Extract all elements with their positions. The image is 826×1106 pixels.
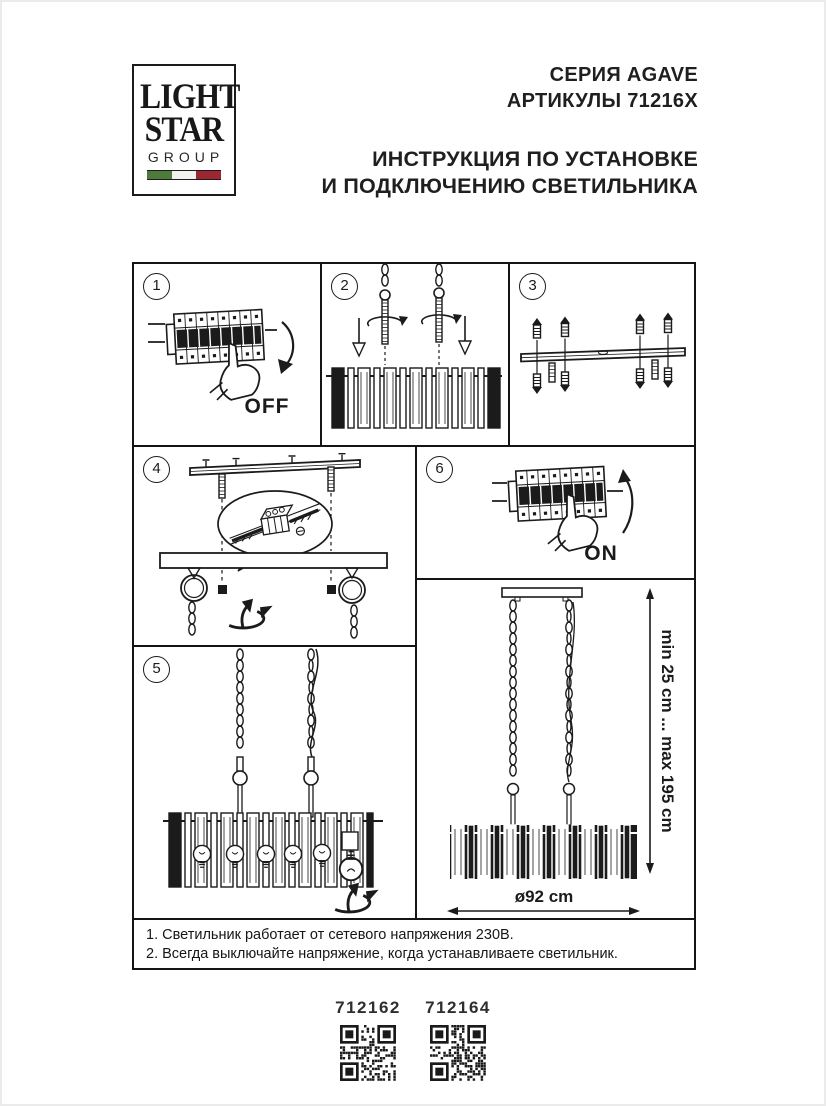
arrow-up-icon bbox=[623, 478, 632, 533]
instruction-title-line2: И ПОДКЛЮЧЕНИЮ СВЕТИЛЬНИКА bbox=[321, 174, 698, 198]
chandelier-drum-icon bbox=[326, 368, 502, 428]
chain-icon bbox=[237, 649, 243, 748]
height-range-label: min 25 cm ... max 195 cm bbox=[658, 629, 677, 833]
chain-icon bbox=[189, 602, 195, 635]
note-line-1: 1. Светильник работает от сетевого напряжения 230В. bbox=[146, 927, 514, 943]
ceiling-plate-icon bbox=[502, 588, 582, 597]
logo-text-star: STAR bbox=[144, 109, 224, 149]
lamp-socket-icon bbox=[342, 832, 358, 850]
notes-panel bbox=[132, 918, 696, 970]
article-block-712162 bbox=[335, 998, 401, 1086]
dimensions-diagram bbox=[417, 580, 694, 918]
article-code: 712162 bbox=[335, 998, 401, 1017]
canopy-bar-icon bbox=[160, 553, 387, 568]
off-label: OFF bbox=[244, 395, 290, 418]
wall-plug-icon bbox=[532, 313, 673, 339]
qr-code bbox=[430, 1025, 486, 1081]
articles-title: АРТИКУЛЫ 71216X bbox=[506, 90, 698, 112]
dimensions-panel bbox=[415, 578, 696, 920]
logo-text-light: LIGHT bbox=[140, 76, 240, 116]
chandelier-drum-icon bbox=[446, 825, 641, 879]
rotate-arrow-icon bbox=[229, 599, 272, 628]
step-panel-3 bbox=[508, 262, 696, 447]
chain-icon bbox=[351, 605, 357, 638]
threaded-rod-icon bbox=[382, 298, 442, 344]
step-panel-5 bbox=[132, 645, 417, 920]
bulb-install-diagram bbox=[134, 647, 415, 918]
header-series-block bbox=[507, 62, 698, 114]
qr-code bbox=[340, 1025, 396, 1081]
series-title: СЕРИЯ AGAVE bbox=[549, 64, 698, 86]
header-instruction-block bbox=[322, 146, 698, 200]
step-2-badge: 2 bbox=[331, 273, 358, 300]
step-1-badge: 1 bbox=[143, 273, 170, 300]
chain-icon bbox=[436, 264, 442, 286]
article-block-712164 bbox=[425, 998, 491, 1086]
footer-articles bbox=[0, 998, 826, 1086]
note-line-2: 2. Всегда выключайте напряжение, когда устанавливаете светильник. bbox=[146, 946, 618, 962]
step-panel-6 bbox=[415, 445, 696, 580]
step-panel-2 bbox=[320, 262, 510, 447]
lightstar-logo bbox=[132, 64, 240, 196]
step-6-badge: 6 bbox=[426, 456, 453, 483]
step-panel-4 bbox=[132, 445, 417, 647]
step-5-badge: 5 bbox=[143, 656, 170, 683]
arrow-down-icon bbox=[282, 322, 293, 365]
circuit-breaker-icon bbox=[166, 310, 264, 365]
chain-icon bbox=[382, 264, 388, 286]
logo-text-group: GROUP bbox=[147, 149, 225, 165]
instruction-title-line1: ИНСТРУКЦИЯ ПО УСТАНОВКЕ bbox=[372, 147, 698, 171]
wiring-canopy-diagram bbox=[134, 447, 415, 645]
circuit-breaker-icon bbox=[508, 467, 606, 522]
step-3-badge: 3 bbox=[519, 273, 546, 300]
diameter-label: ø92 cm bbox=[514, 887, 574, 906]
article-code: 712164 bbox=[425, 998, 491, 1017]
arrow-down-icon bbox=[359, 316, 465, 344]
on-label: ON bbox=[584, 542, 618, 565]
step-4-badge: 4 bbox=[143, 456, 170, 483]
italian-flag-stripe bbox=[147, 170, 221, 180]
chain-icon bbox=[510, 600, 516, 776]
step-panel-1 bbox=[132, 262, 322, 447]
breaker-on-diagram bbox=[417, 447, 694, 578]
